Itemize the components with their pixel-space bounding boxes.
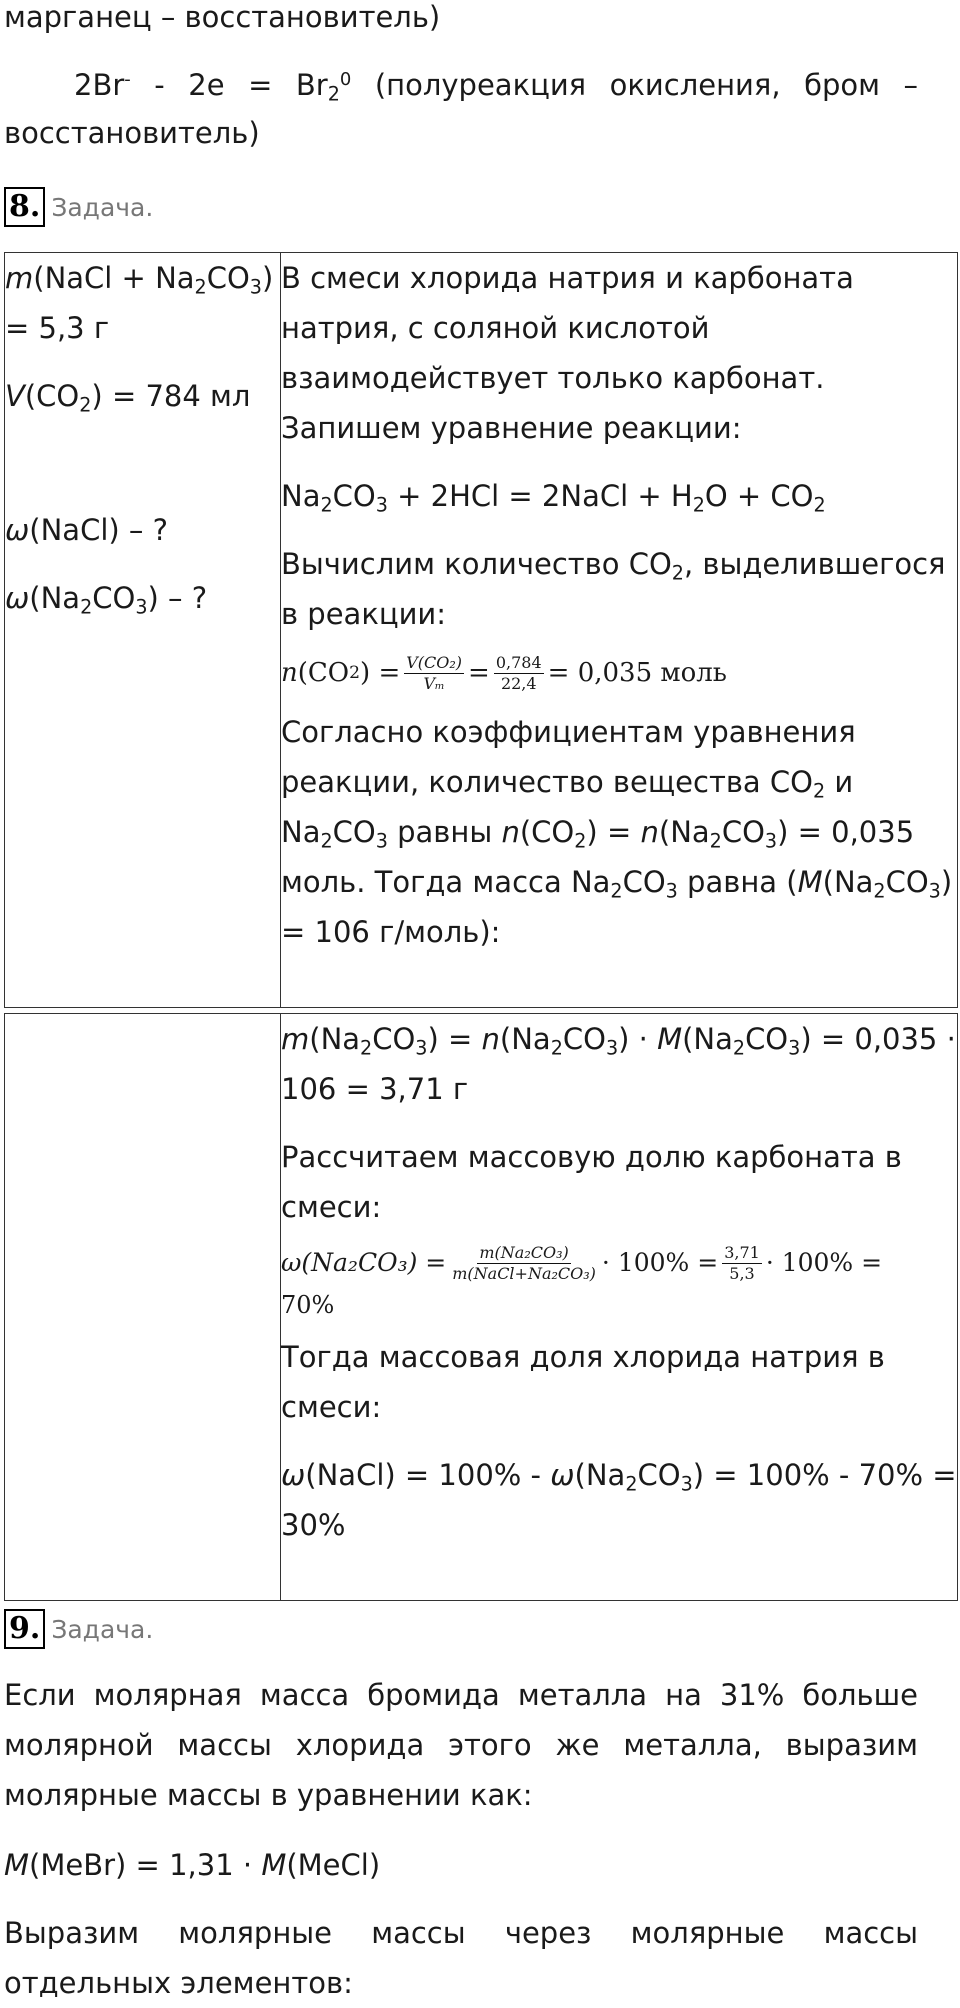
- solution-paragraph: Вычислим количество $CO_2$, выделившегося в реакции:: [281, 547, 946, 631]
- given-mass: m(NaCl + $Na_2CO_3$): [5, 261, 274, 299]
- fraction: $\frac{\text{V(CO₂)}}{\text{Vₘ}}$: [406, 652, 463, 693]
- fraction: $\frac{0,784}{22,4}$: [495, 652, 542, 693]
- solution-cell: [281, 253, 958, 1008]
- given-volume: $V(CO_2) = 784$ мл: [5, 379, 251, 417]
- solution-paragraph: Тогда массовая доля хлорида натрия в смеси:: [281, 1340, 885, 1424]
- task-label: Задача.: [51, 192, 154, 222]
- formula-mass-fraction: ω(Na₂CO₃) = $\frac{\text{m(Na₂CO₃)}}{\text{m(NaCl+Na₂CO₃)}}$ · 100% = $\frac{3,71}{5,3}$ · 100% =: [281, 1242, 883, 1283]
- mass-calculation: $m(Na_2CO_3) = n(Na_2CO_3) \cdot M(Na_2CO_3) = 0,035 \cdot 106 = 3,71$ г: [281, 1022, 956, 1106]
- task9-paragraph: Если молярная масса бромида металла на 31% больше молярной массы хлорида этого же металла, выразим молярные массы в уравнении как:: [4, 1678, 918, 1812]
- solution-cell: [281, 1014, 958, 1601]
- task9-paragraph: Выразим молярные массы через молярные массы отдельных элементов:: [4, 1916, 918, 2000]
- solution-table: [4, 252, 958, 1008]
- task-number: 8.: [4, 187, 45, 227]
- mass-fraction-nacl: ω(NaCl) = $100\% - \omega(Na_2CO_3) = 100\% - 70\% = 30\%$: [281, 1458, 957, 1542]
- half-reaction-line: $2Br^- - 2e = Br_2^0$ (полуреакция окисления, бром –: [74, 68, 918, 106]
- solution-paragraph: Согласно коэффициентам уравнения реакции, количество вещества $CO_2$ и $Na_2CO_3$ равны $n(CO_2) = n(Na_2CO_3) = 0,035$ моль. Тогда масса $Na_2CO_3$ равна ($M(Na_2CO_3) = 106$ г/моль):: [281, 715, 953, 949]
- given-cell-empty: [5, 1014, 281, 1601]
- text-line: восстановитель): [4, 116, 260, 150]
- solution-paragraph: Рассчитаем массовую долю карбоната в смеси:: [281, 1140, 902, 1224]
- find-wnacl: ω(NaCl) – ?: [5, 513, 169, 547]
- find-wna2co3: $\omega(Na_2CO_3)$ – ?: [5, 581, 208, 619]
- given-cell: [5, 253, 281, 1008]
- task-label: Задача.: [51, 1614, 154, 1644]
- fraction: $\frac{\text{m(Na₂CO₃)}}{\text{m(NaCl+Na₂CO₃)}}$: [452, 1242, 596, 1283]
- fraction: $\frac{3,71}{5,3}$: [724, 1242, 760, 1283]
- given-mass-value: = 5,3 г: [5, 311, 110, 345]
- solution-table-continued: [4, 1013, 958, 1601]
- text-line: марганец – восстановитель): [4, 0, 441, 34]
- formula-moles-co2: n (CO 2 ) = $\frac{\text{V(CO₂)}}{\text{Vₘ}}$ = $\frac{0,784}{22,4}$ = 0,035 моль: [281, 652, 727, 693]
- task-number: 9.: [4, 1609, 45, 1649]
- task9-equation: M(MeBr) = 1,31 · M(MeCl): [4, 1848, 381, 1882]
- formula-result: 70%: [281, 1291, 335, 1319]
- solution-paragraph: В смеси хлорида натрия и карбоната натрия, с соляной кислотой взаимодействует только карбонат. Запишем уравнение реакции:: [281, 261, 854, 445]
- reaction-equation: $Na_2CO_3 + 2HCl$ = 2NaCl + $H_2O + CO_2$: [281, 479, 826, 517]
- task-header: [4, 187, 153, 227]
- task-header: [4, 1609, 153, 1649]
